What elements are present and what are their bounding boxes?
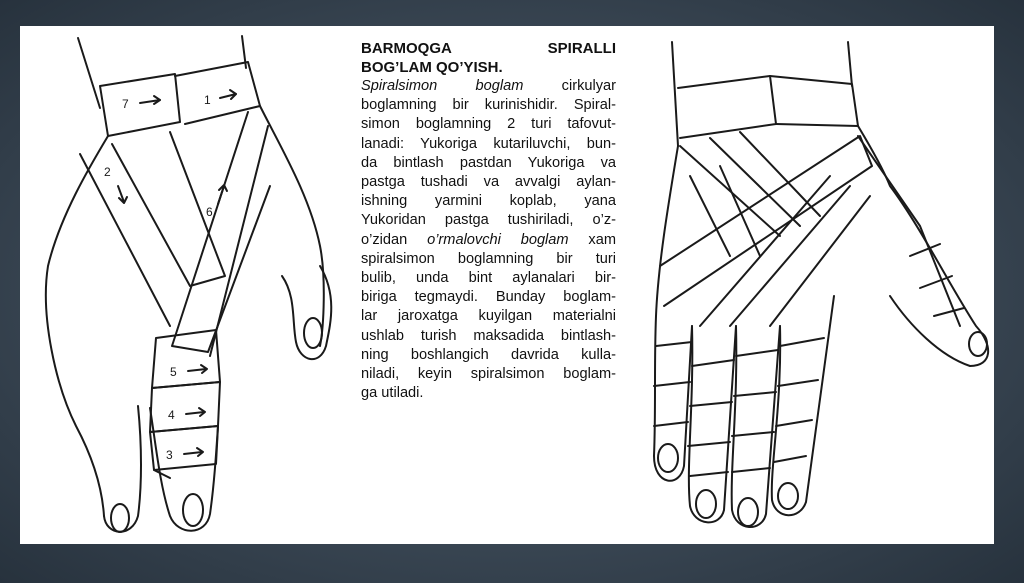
turn-label-2: 2 xyxy=(104,165,111,179)
body-line xyxy=(361,154,616,173)
body-line xyxy=(361,327,616,346)
body-line xyxy=(361,288,616,307)
turn-label-5: 5 xyxy=(170,365,177,379)
slide xyxy=(20,26,994,544)
body-line xyxy=(361,211,616,230)
forearm-outline xyxy=(672,42,678,146)
finger-outline xyxy=(654,326,692,481)
body-line xyxy=(361,115,616,134)
thumb-bandage xyxy=(910,244,940,256)
body-text: ga utiladi. xyxy=(361,385,424,402)
body-text: cirkulyar xyxy=(523,78,616,94)
body-text: xam xyxy=(568,231,616,248)
wrist-bandage xyxy=(678,76,776,138)
finger-bandage xyxy=(656,342,692,346)
body-text: o’zidan xyxy=(361,231,428,248)
spiral-bandage-hand-illustration xyxy=(20,26,360,544)
body-line xyxy=(361,231,616,250)
palm-bandage xyxy=(660,136,872,306)
title-line: BOG’LAM QO’YISH. xyxy=(361,59,503,76)
wrist-bandage xyxy=(100,74,180,136)
body-text: biriga tegmaydi. Bunday boglam- xyxy=(361,289,616,306)
title-line: BARMOQGA SPIRALLI xyxy=(361,40,616,57)
hand-outline xyxy=(654,146,678,456)
body-text: ishning yarmini koplab, yana xyxy=(361,193,616,210)
body-line xyxy=(361,307,616,326)
body-line xyxy=(361,269,616,288)
body-text: ushlab turish maksadida bintlash- xyxy=(361,327,616,344)
body-text: simon boglamning 2 turi tafovut- xyxy=(361,116,616,133)
body-text: niladi, keyin spiralsimon boglam- xyxy=(361,366,616,383)
body-text: ning boshlangich davrida kulla- xyxy=(361,346,616,363)
turn-label-4: 4 xyxy=(168,408,175,422)
body-line xyxy=(361,135,616,154)
finger-bandage-4 xyxy=(150,382,220,432)
creeping-bandage-hand-illustration xyxy=(620,26,994,544)
text-column xyxy=(361,39,616,403)
finger-bandage-3 xyxy=(150,426,218,470)
body-paragraph xyxy=(361,77,616,403)
hand-outline xyxy=(46,136,108,516)
body-text: spiralsimon boglamning bir turi xyxy=(361,250,616,267)
turn-label-6: 6 xyxy=(206,205,213,219)
italic-term: o’rmalovchi boglam xyxy=(427,231,569,248)
body-text: boglamning bir kurinishidir. Spiral- xyxy=(361,97,616,114)
body-line xyxy=(361,250,616,269)
turn-label-1: 1 xyxy=(204,93,211,107)
body-text: lar jaroxatga kuyilgan materialni xyxy=(361,308,616,325)
page-title xyxy=(361,39,616,77)
turn-label-3: 3 xyxy=(166,448,173,462)
body-text: lanadi: Yukoriga kutariluvchi, bun- xyxy=(361,135,616,152)
turn-label-7: 7 xyxy=(122,97,129,111)
italic-term: Spiralsimon boglam xyxy=(361,78,524,94)
finger-bandage-5 xyxy=(152,330,220,388)
body-line xyxy=(361,96,616,115)
body-line xyxy=(361,77,616,96)
finger-outline xyxy=(104,406,141,532)
body-text: bulib, unda bint aylanalari bir- xyxy=(361,270,616,287)
body-line xyxy=(361,365,616,384)
body-text: da bintlash pastdan Yukoriga va xyxy=(361,154,616,171)
body-line xyxy=(361,173,616,192)
body-line xyxy=(361,192,616,211)
body-line xyxy=(361,384,616,403)
body-text: pastga tushadi va avvalgi aylan- xyxy=(361,174,616,191)
body-line xyxy=(361,346,616,365)
forearm-outline xyxy=(78,38,100,108)
body-text: Yukoridan pastga tushiriladi, o’z- xyxy=(361,212,616,229)
